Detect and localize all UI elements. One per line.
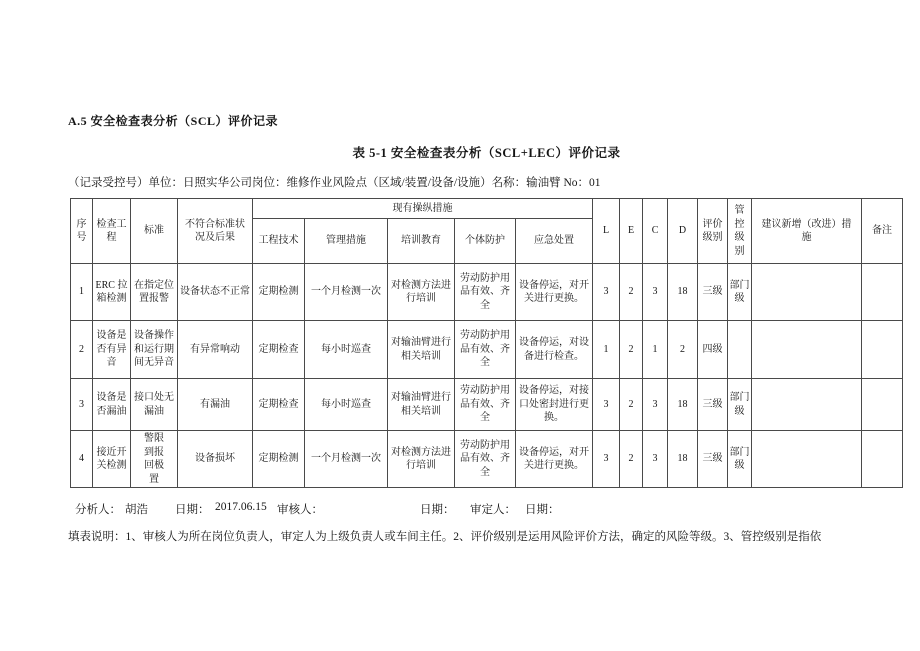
cell-training: 对输油臂进行相关培训: [388, 379, 455, 431]
cell-l: 3: [593, 264, 620, 321]
cell-training: 对输油臂进行相关培训: [388, 321, 455, 379]
cell-d: 18: [668, 264, 698, 321]
table-row: [71, 379, 903, 431]
date2-label: 日期：: [420, 504, 455, 516]
cell-eval-level: 四级: [698, 321, 728, 379]
cell-control-level-text: 部门级: [729, 279, 750, 304]
cell-project: 设备是否有异音: [93, 321, 131, 379]
cell-standard: 在指定位置报警: [131, 264, 178, 321]
cell-project: 接近开关检测: [93, 431, 131, 488]
header-seq: 序号: [71, 199, 93, 264]
header-control-level: [728, 199, 752, 264]
header-management: 管理措施: [305, 219, 388, 264]
cell-d: 18: [668, 431, 698, 488]
cell-emergency: 设备停运，对开关进行更换。: [516, 264, 593, 321]
header-project: 检查工程: [93, 199, 131, 264]
header-d: D: [668, 199, 698, 264]
cell-management: 每小时巡查: [305, 379, 388, 431]
cell-seq: 1: [71, 264, 93, 321]
reviewer-label: 审核人：: [277, 504, 323, 516]
header-existing-measures-group: 现有操纵措施: [253, 199, 593, 219]
header-suggestion: [752, 199, 862, 264]
cell-c: 3: [643, 264, 668, 321]
cell-ppe: 劳动防护用品有效、齐全: [455, 379, 516, 431]
cell-seq: 3: [71, 379, 93, 431]
cell-emergency: 设备停运，对接口处密封进行更换。: [516, 379, 593, 431]
cell-training: 对检测方法进行培训: [388, 431, 455, 488]
table-caption: 表 5-1 安全检查表分析（SCL+LEC）评价记录: [352, 146, 621, 160]
cell-control-level: [728, 379, 752, 431]
header-nonconform-text: 不符合标准状况及后果: [185, 218, 245, 243]
cell-eval-level: 三级: [698, 379, 728, 431]
cell-d: 2: [668, 321, 698, 379]
date1-value: 2017.06.15: [215, 501, 267, 513]
cell-suggestion: [752, 379, 862, 431]
cell-l: 1: [593, 321, 620, 379]
header-engineering: 工程技术: [253, 219, 305, 264]
document-title: A.5 安全检查表分析（SCL）评价记录: [68, 114, 279, 128]
header-eval-level: 评价级别: [698, 199, 728, 264]
cell-nonconform: 设备损坏: [178, 431, 253, 488]
header-row-top: [71, 199, 903, 219]
cell-nonconform: 设备状态不正常: [178, 264, 253, 321]
cell-standard: 设备操作和运行期间无异音: [131, 321, 178, 379]
cell-seq: 2: [71, 321, 93, 379]
cell-engineering: 定期检测: [253, 264, 305, 321]
cell-control-level: [728, 321, 752, 379]
cell-e: 2: [620, 379, 643, 431]
analyst-name: 胡浩: [125, 504, 148, 516]
cell-suggestion: [752, 321, 862, 379]
cell-ppe: 劳动防护用品有效、齐全: [455, 321, 516, 379]
cell-standard-text: 警限到报回极置: [144, 433, 164, 485]
form-instructions: 填表说明：1、审核人为所在岗位负责人，审定人为上级负责人或车间主任。2、评价级别是运用风险评价方法，确定的风险等级。3、管控级别是指依: [68, 531, 822, 543]
header-control-level-text: 管控级别: [734, 205, 745, 257]
analyst-label: 分析人：: [75, 504, 121, 516]
cell-ppe: 劳动防护用品有效、齐全: [455, 431, 516, 488]
header-emergency: 应急处置: [516, 219, 593, 264]
cell-eval-level: 三级: [698, 264, 728, 321]
cell-management: 一个月检测一次: [305, 264, 388, 321]
record-unit-line: （记录受控号）单位：日照实华公司岗位：维修作业风险点（区域/装置/设备/设施）名称：输油臂 No：01: [68, 177, 601, 189]
cell-nonconform: 有漏油: [178, 379, 253, 431]
cell-suggestion: [752, 431, 862, 488]
cell-l: 3: [593, 379, 620, 431]
cell-seq: 4: [71, 431, 93, 488]
cell-e: 2: [620, 321, 643, 379]
cell-control-level-text: 部门级: [729, 392, 750, 417]
cell-e: 2: [620, 431, 643, 488]
header-c: C: [643, 199, 668, 264]
date3-label: 日期：: [525, 504, 560, 516]
cell-c: 1: [643, 321, 668, 379]
cell-c: 3: [643, 431, 668, 488]
table-row: [71, 264, 903, 321]
cell-remark: [862, 431, 903, 488]
cell-eval-level: 三级: [698, 431, 728, 488]
cell-control-level-text: 部门级: [729, 446, 750, 471]
cell-remark: [862, 321, 903, 379]
cell-engineering: 定期检查: [253, 379, 305, 431]
header-remark: 备注: [862, 199, 903, 264]
header-nonconform: [178, 199, 253, 264]
cell-nonconform: 有异常响动: [178, 321, 253, 379]
cell-management: 每小时巡查: [305, 321, 388, 379]
cell-c: 3: [643, 379, 668, 431]
cell-engineering: 定期检测: [253, 431, 305, 488]
header-suggestion-text: 建议新增（改进）措施: [761, 218, 852, 243]
cell-training: 对检测方法进行培训: [388, 264, 455, 321]
cell-e: 2: [620, 264, 643, 321]
signature-line: [0, 501, 920, 517]
cell-ppe: 劳动防护用品有效、齐全: [455, 264, 516, 321]
cell-project: ERC 拉箱检测: [93, 264, 131, 321]
cell-engineering: 定期检查: [253, 321, 305, 379]
cell-management: 一个月检测一次: [305, 431, 388, 488]
approver-label: 审定人：: [470, 504, 516, 516]
cell-standard: 接口处无漏油: [131, 379, 178, 431]
header-standard: 标准: [131, 199, 178, 264]
header-e: E: [620, 199, 643, 264]
header-ppe: 个体防护: [455, 219, 516, 264]
table-row: [71, 431, 903, 488]
cell-suggestion: [752, 264, 862, 321]
cell-standard: [131, 431, 178, 488]
cell-project: 设备是否漏油: [93, 379, 131, 431]
cell-remark: [862, 379, 903, 431]
cell-control-level: [728, 264, 752, 321]
date1-label: 日期：: [175, 504, 210, 516]
cell-emergency: 设备停运，对开关进行更换。: [516, 431, 593, 488]
cell-emergency: 设备停运，对设备进行检查。: [516, 321, 593, 379]
cell-l: 3: [593, 431, 620, 488]
cell-d: 18: [668, 379, 698, 431]
cell-control-level: [728, 431, 752, 488]
header-l: L: [593, 199, 620, 264]
cell-remark: [862, 264, 903, 321]
header-training: 培训教育: [388, 219, 455, 264]
scl-evaluation-table: [70, 198, 903, 488]
table-row: [71, 321, 903, 379]
